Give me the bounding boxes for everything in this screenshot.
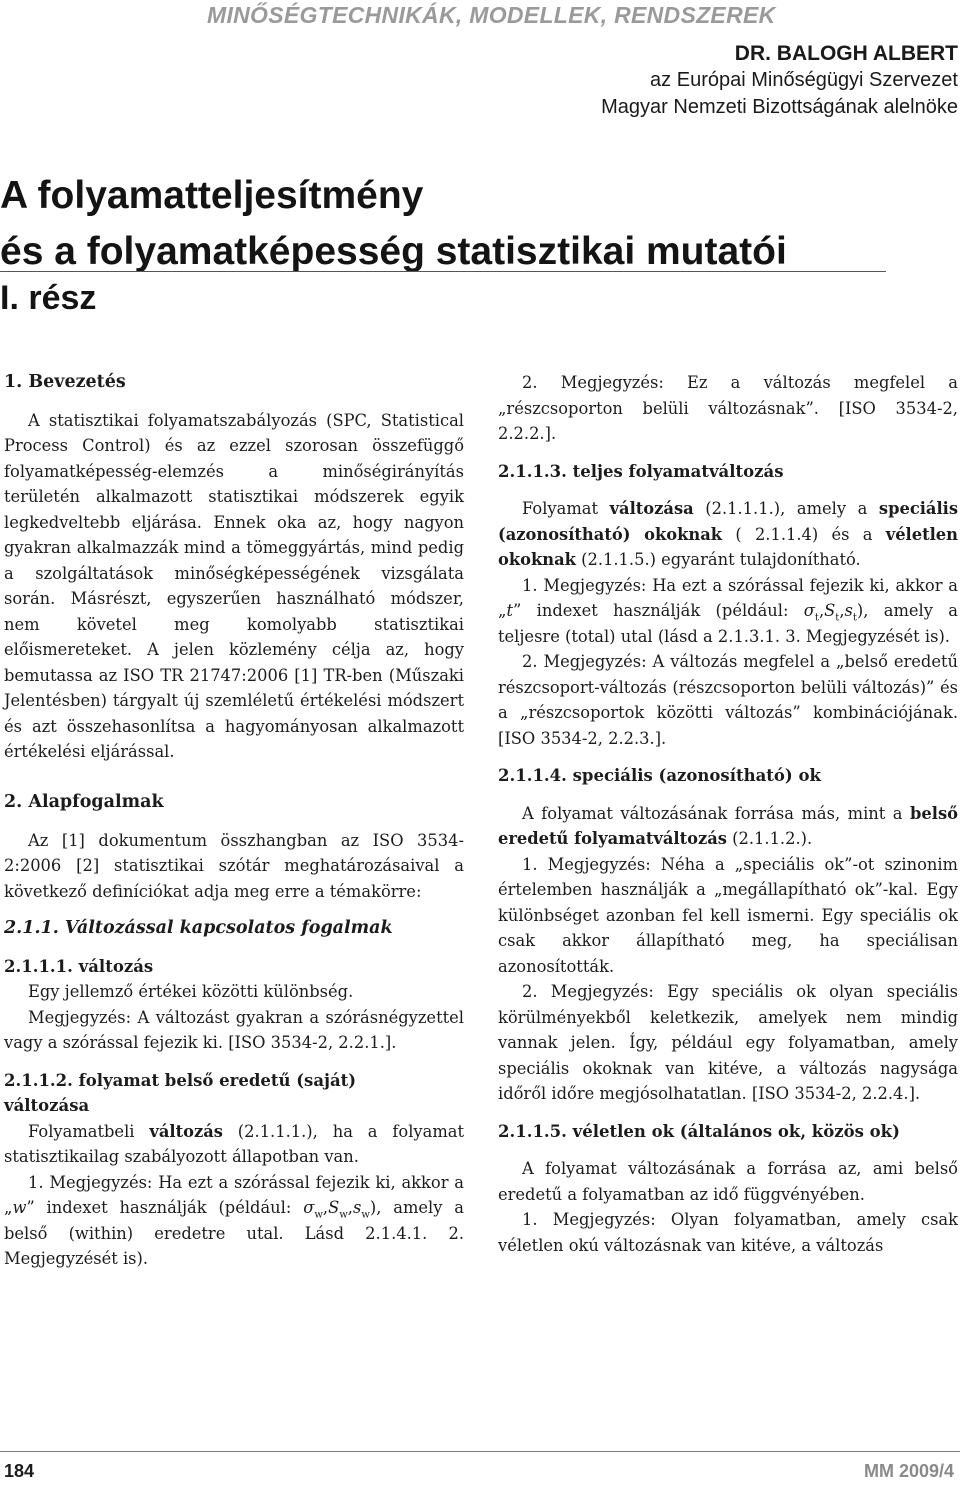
note-2-2-1-1-3: 2. Megjegyzés: A változás megfelel a „belső eredetű részcsoport-változás (részcsoporton belüli változás)” és a „részcsoportok közötti változás” kombinációjának. [ISO 3534-2, 2.2.3.]. bbox=[498, 652, 958, 748]
heading-basic-concepts: 2. Alapfogalmak bbox=[4, 792, 164, 812]
heading-2-1-1-2 bbox=[4, 1068, 464, 1119]
footer-divider bbox=[0, 1451, 960, 1452]
note-2-2-1-1-4: 2. Megjegyzés: Egy speciális ok olyan speciális körülményekből keletkezik, amelyek nem mindig vannak jelen. Így, például egy folyamatban, amely speciális okoknak van kitéve, a változás nagysága időről időre megjósolhatatlan. [ISO 3534-2, 2.2.4.]. bbox=[498, 982, 958, 1103]
note-1-2-1-1-5: 1. Megjegyzés: Olyan folyamatban, amely csak véletlen okú változásnak van kitéve, a változás bbox=[498, 1210, 958, 1255]
note-2-2-1-1-2: 2. Megjegyzés: Ez a változás megfelel a „részcsoporton belüli változásnak”. [ISO 3534-2, 2.2.2.]. bbox=[498, 373, 958, 443]
left-column bbox=[4, 370, 464, 1272]
running-header: MINŐSÉGTECHNIKÁK, MODELLEK, RENDSZEREK bbox=[207, 2, 776, 28]
journal-issue: MM 2009/4 bbox=[863, 1461, 954, 1481]
author-block bbox=[601, 40, 958, 121]
page-number: 184 bbox=[4, 1461, 35, 1481]
heading-2-1-1-5: 2.1.1.5. véletlen ok (általános ok, közös ok) bbox=[498, 1121, 900, 1141]
paragraph-basic-concepts: Az [1] dokumentum összhangban az ISO 3534-2:2006 [2] statisztikai szótár meghatározásaival a következő definíciókat adja meg erre a témakörre: bbox=[4, 830, 464, 901]
heading-2-1-1-3: 2.1.1.3. teljes folyamatváltozás bbox=[498, 461, 784, 481]
note-1-2-1-1-2: 1. Megjegyzés: Ha ezt a szórással fejezik ki, akkor a „w” indexet használják (például: $\sigma_w,S_w,s_w$), amely a belső (within) eredetre utal. Lásd 2.1.4.1. 2. Megjegyzését is). bbox=[4, 1172, 464, 1268]
heading-2-1-1-2-line-2: változása bbox=[4, 1096, 90, 1115]
heading-2-1-1-4: 2.1.1.4. speciális (azonosítható) ok bbox=[498, 766, 821, 785]
paragraph-introduction: A statisztikai folyamatszabályozás (SPC, Statistical Process Control) és az ezzel szorosan összefüggő folyamatképesség-elemzés a minőségirányítás területén alkalmazott statisztikai módszerek egyik legkedveltebb eljárása. Ennek oka az, hogy nagyon gyakran alkalmazzák mind a tömeggyártás, mind pedig a szolgáltatások minőségképességének vizsgálata során. Másrészt, egyszerűen használható módszer, nem követel meg komolyabb statisztikai előismereteket. A jelen közlemény célja az, hogy bemutassa az ISO TR 21747:2006 [1] TR-ben (Műszaki Jelentésben) tárgyalt új szemléletű értékelési módszert és azt összehasonlítsa a hagyományosan alkalmazott értékelési eljárással. bbox=[4, 410, 464, 761]
definition-2-1-1-1: Egy jellemző értékei közötti különbség. bbox=[28, 982, 354, 1001]
definition-2-1-1-3: Folyamat változása (2.1.1.1.), amely a speciális (azonosítható) okoknak ( 2.1.1.4) és a véletlen okoknak (2.1.1.5.) egyaránt tulajdonítható. bbox=[498, 499, 959, 569]
definition-2-1-1-4: A folyamat változásának forrása más, mint a belső eredetű folyamatváltozás (2.1.1.2.). bbox=[498, 803, 958, 848]
heading-2-1-1-1: 2.1.1.1. változás bbox=[4, 956, 154, 976]
note-1-2-1-1-4: 1. Megjegyzés: Néha a „speciális ok”-ot szinonim értelemben használják a „megállapítható ok”-kal. Egy különbséget azonban fel kell ismerni. Egy speciális ok csak akkor állapítható meg, ha speciálisan azonosították. bbox=[498, 854, 958, 976]
article-title-line-1: A folyamatteljesítmény bbox=[0, 174, 424, 217]
note-2-1-1-1: Megjegyzés: A változást gyakran a szórásnégyzettel vagy a szórással fejezik ki. [ISO 3534-2, 2.2.1.]. bbox=[4, 1007, 464, 1052]
heading-2-1-1: 2.1.1. Változással kapcsolatos fogalmak bbox=[4, 918, 393, 938]
part-label: I. rész bbox=[0, 279, 97, 317]
title-divider bbox=[0, 271, 886, 272]
term-valtozas: változás bbox=[149, 1121, 223, 1141]
heading-introduction: 1. Bevezetés bbox=[4, 372, 126, 392]
author-role-line-2: Magyar Nemzeti Bizottságának alelnöke bbox=[601, 96, 958, 118]
definition-2-1-1-5: A folyamat változásának a forrása az, ami belső eredetű a folyamatban az idő függvényében. bbox=[498, 1159, 958, 1204]
note-1-2-1-1-3: 1. Megjegyzés: Ha ezt a szórással fejezik ki, akkor a „t” indexet használják (például: $\sigma_t,S_t,s_t$), amely a teljesre (total) utal (lásd a 2.1.3.1. 3. Megjegyzését is). bbox=[498, 575, 958, 646]
definition-2-1-1-2: Folyamatbeli változás (2.1.1.1.), ha a folyamat statisztikailag szabályozott állapotban van. bbox=[4, 1121, 465, 1166]
article-title bbox=[0, 168, 787, 280]
right-column bbox=[498, 370, 958, 1258]
author-role-line-1: az Európai Minőségügyi Szervezet bbox=[650, 69, 958, 91]
author-name: DR. BALOGH ALBERT bbox=[734, 42, 958, 65]
heading-2-1-1-2-line-1: 2.1.1.2. folyamat belső eredetű (saját) bbox=[4, 1070, 357, 1090]
article-title-line-2: és a folyamatképesség statisztikai mutatói bbox=[0, 230, 787, 273]
